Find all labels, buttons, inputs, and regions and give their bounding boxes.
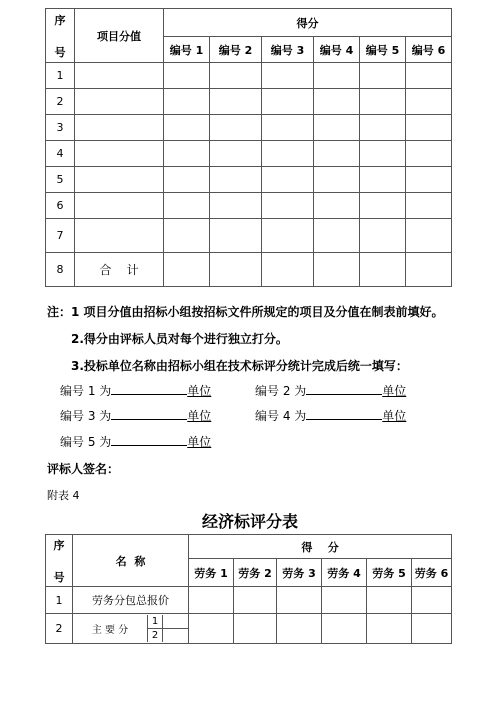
score-cell[interactable]: [234, 614, 277, 644]
sub-header-5: 劳务 5: [367, 559, 412, 587]
sub-item-number: 1: [148, 615, 163, 629]
row-number: 7: [46, 219, 75, 253]
score-cell[interactable]: [210, 219, 262, 253]
score-cell[interactable]: [164, 115, 210, 141]
score-cell[interactable]: [314, 63, 360, 89]
score-cell[interactable]: [314, 167, 360, 193]
score-cell[interactable]: [210, 115, 262, 141]
total-cell[interactable]: [164, 253, 210, 287]
sub-item-number: 2: [148, 629, 163, 643]
score-cell[interactable]: [360, 115, 406, 141]
sub-header-1: 编号 1: [164, 37, 210, 63]
score-cell[interactable]: [262, 167, 314, 193]
score-cell[interactable]: [314, 89, 360, 115]
sub-header-2: 编号 2: [210, 37, 262, 63]
unit-field-4: [255, 407, 406, 424]
item-name: 主 要 分: [73, 615, 148, 642]
score-cell[interactable]: [322, 587, 367, 614]
sub-header-4: 编号 4: [314, 37, 360, 63]
total-cell[interactable]: [262, 253, 314, 287]
value-cell[interactable]: [75, 89, 164, 115]
table-row: [46, 89, 452, 115]
unit-blank[interactable]: [111, 408, 187, 420]
unit-field-3: [60, 407, 211, 424]
table-row: [46, 167, 452, 193]
name-header: 名 称: [73, 535, 189, 587]
note-line-3: 3.投标单位名称由招标小组在技术标评分统计完成后统一填写：: [71, 359, 408, 373]
total-row: [46, 253, 452, 287]
unit-blank[interactable]: [306, 383, 382, 395]
value-cell[interactable]: [75, 219, 164, 253]
score-cell[interactable]: [164, 219, 210, 253]
score-cell[interactable]: [210, 89, 262, 115]
score-cell[interactable]: [164, 89, 210, 115]
sub-item-table: [73, 615, 188, 642]
score-cell[interactable]: [262, 115, 314, 141]
sub-header-3: 劳务 3: [277, 559, 322, 587]
appendix-label: 附表 4: [47, 489, 80, 502]
score-cell[interactable]: [210, 167, 262, 193]
unit-prefix: 编号 3 为: [60, 409, 112, 423]
score-cell[interactable]: [164, 193, 210, 219]
score-cell[interactable]: [406, 193, 452, 219]
technical-score-table: [45, 8, 452, 287]
table-row: [46, 115, 452, 141]
table-row: [46, 219, 452, 253]
score-cell[interactable]: [406, 63, 452, 89]
score-header: 得分: [164, 9, 452, 37]
unit-suffix: 单位: [382, 409, 407, 423]
note-line-1: 注：1 项目分值由招标小组按招标文件所规定的项目及分值在制表前填好。: [47, 305, 444, 319]
sub-header-6: 编号 6: [406, 37, 452, 63]
unit-blank[interactable]: [111, 383, 187, 395]
table-row: [46, 141, 452, 167]
score-cell[interactable]: [360, 219, 406, 253]
seq-header: 序 号: [46, 9, 75, 63]
unit-field-2: [255, 382, 406, 399]
score-cell[interactable]: [262, 89, 314, 115]
total-cell[interactable]: [314, 253, 360, 287]
value-header: 项目分值: [75, 9, 164, 63]
total-cell[interactable]: [360, 253, 406, 287]
unit-blank[interactable]: [306, 408, 382, 420]
score-cell[interactable]: [210, 63, 262, 89]
item-name: 劳务分包总报价: [73, 587, 189, 614]
score-cell[interactable]: [322, 614, 367, 644]
score-cell[interactable]: [164, 167, 210, 193]
score-cell[interactable]: [412, 614, 452, 644]
total-cell[interactable]: [210, 253, 262, 287]
unit-field-1: [60, 382, 211, 399]
row-number: 4: [46, 141, 75, 167]
row-number: 6: [46, 193, 75, 219]
score-cell[interactable]: [210, 141, 262, 167]
value-cell[interactable]: [75, 115, 164, 141]
row-number: 8: [46, 253, 75, 287]
score-cell[interactable]: [234, 587, 277, 614]
score-cell[interactable]: [277, 614, 322, 644]
unit-suffix: 单位: [187, 409, 212, 423]
unit-field-5: [60, 433, 211, 450]
sub-header-3: 编号 3: [262, 37, 314, 63]
score-cell[interactable]: [262, 63, 314, 89]
score-cell[interactable]: [189, 614, 234, 644]
unit-prefix: 编号 1 为: [60, 384, 112, 398]
total-label: 合 计: [75, 253, 164, 287]
score-cell[interactable]: [360, 63, 406, 89]
row-number: 1: [46, 63, 75, 89]
score-cell[interactable]: [164, 141, 210, 167]
sub-item-cell[interactable]: [163, 629, 189, 643]
score-cell[interactable]: [314, 115, 360, 141]
score-cell[interactable]: [262, 219, 314, 253]
value-cell[interactable]: [75, 193, 164, 219]
table-row: [46, 63, 452, 89]
score-cell[interactable]: [360, 89, 406, 115]
score-cell[interactable]: [406, 115, 452, 141]
score-cell[interactable]: [262, 193, 314, 219]
sub-header-4: 劳务 4: [322, 559, 367, 587]
row-number: 1: [46, 587, 73, 614]
row-number: 3: [46, 115, 75, 141]
sub-header-2: 劳务 2: [234, 559, 277, 587]
score-cell[interactable]: [367, 587, 412, 614]
unit-suffix: 单位: [187, 435, 212, 449]
unit-blank[interactable]: [111, 434, 187, 446]
score-cell[interactable]: [314, 219, 360, 253]
score-cell[interactable]: [360, 167, 406, 193]
value-cell[interactable]: [75, 167, 164, 193]
sub-header-6: 劳务 6: [412, 559, 452, 587]
score-cell[interactable]: [277, 587, 322, 614]
economic-score-table: [45, 534, 452, 644]
score-cell[interactable]: [164, 63, 210, 89]
value-cell[interactable]: [75, 63, 164, 89]
note-line-2: 2.得分由评标人员对每个进行独立打分。: [71, 332, 288, 346]
score-cell[interactable]: [406, 167, 452, 193]
sub-item-cell[interactable]: [163, 615, 189, 629]
row-number: 2: [46, 614, 73, 644]
table-row: [46, 587, 452, 614]
row-number: 2: [46, 89, 75, 115]
signature-label: 评标人签名：: [47, 462, 120, 476]
unit-prefix: 编号 5 为: [60, 435, 112, 449]
score-cell[interactable]: [314, 141, 360, 167]
value-cell[interactable]: [75, 141, 164, 167]
sub-header-5: 编号 5: [360, 37, 406, 63]
score-cell[interactable]: [412, 587, 452, 614]
seq-header: 序 号: [46, 535, 73, 587]
table-row: [46, 193, 452, 219]
table-row: [46, 614, 452, 644]
row-number: 5: [46, 167, 75, 193]
total-cell[interactable]: [406, 253, 452, 287]
item-name-group: [73, 614, 189, 644]
unit-suffix: 单位: [187, 384, 212, 398]
score-cell[interactable]: [406, 141, 452, 167]
score-cell[interactable]: [360, 141, 406, 167]
score-cell[interactable]: [262, 141, 314, 167]
sub-header-1: 劳务 1: [189, 559, 234, 587]
score-cell[interactable]: [210, 193, 262, 219]
unit-suffix: 单位: [382, 384, 407, 398]
unit-prefix: 编号 2 为: [255, 384, 307, 398]
score-cell[interactable]: [367, 614, 412, 644]
unit-prefix: 编号 4 为: [255, 409, 307, 423]
score-header: 得 分: [189, 535, 452, 559]
score-cell[interactable]: [360, 193, 406, 219]
economic-table-title: 经济标评分表: [201, 512, 298, 531]
score-cell[interactable]: [406, 89, 452, 115]
score-cell[interactable]: [189, 587, 234, 614]
score-cell[interactable]: [314, 193, 360, 219]
score-cell[interactable]: [406, 219, 452, 253]
